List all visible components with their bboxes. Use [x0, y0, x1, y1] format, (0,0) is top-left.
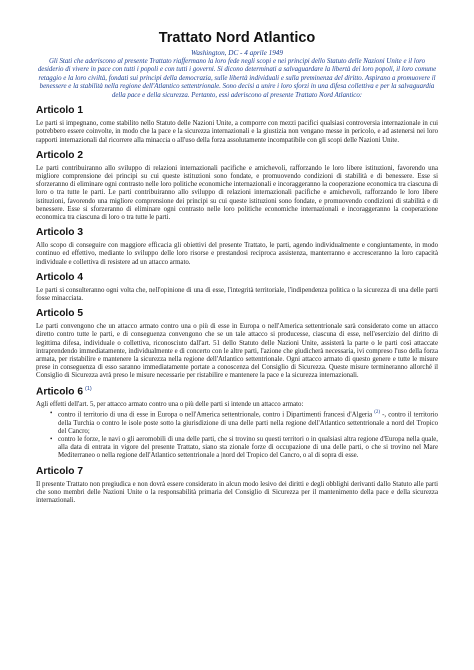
list-item-text: contro il territorio di una di esse in Europa o nell'America settentrionale, contro i Dipartimenti francesi d'Algeria: [58, 411, 375, 419]
article-2: [36, 150, 438, 222]
article-6: [36, 386, 438, 461]
article-5: [36, 308, 438, 380]
article-1: [36, 105, 438, 145]
list-item-text: contro le forze, le navi o gli aeromobili di una delle parti, che si trovino su questi territori o in qualsiasi altra regione d'Europa nella quale, alla data di entrata in vigore del presente Trattato, siano sta zionale forze di occupazione di una delle parti, o che si trovino nel Mare Mediterraneo o nella regione dell'Atlantico settentrionale a |nord del Tropico del Cancro, o al di sopra di esse.: [58, 436, 438, 460]
footnote-link[interactable]: (2): [374, 410, 381, 416]
list-item-text: -, contro il territorio della Turchia o contro le isole poste sotto la giurisdizione di una delle parti nella regione dell'Atlantico settentrionale a nord del Tropico del Cancro;: [58, 411, 438, 435]
article-lead: Agli effetti dell'art. 5, per attacco armato contro una o più delle parti si intende un attacco armato:: [36, 400, 304, 408]
article-text: Il presente Trattato non pregiudica e non dovrà essere considerato in alcun modo lesivo dei diritti e degli obblighi derivanti dallo Statuto alle parti che sono membri delle Nazioni Unite o la responsabilità primaria del Consiglio di Sicurezza per il mantenimento della pace e della sicurezza internazionali.: [36, 480, 438, 505]
list-item: [50, 436, 438, 461]
article-text: Le parti si impegnano, come stabilito nello Statuto delle Nazioni Unite, a comporre con mezzi pacifici qualsiasi controversia internazionale in cui potrebbero essere coinvolte, in modo che la pace e la sicurezza internazionali e la giustizia non vengano messe in pericolo, e ad astenersi nei loro rapporti internazionali dal ricorrere alla minaccia o all'uso della forza assolutamente incompatibile con gli scopi delle Nazioni Unite.: [36, 120, 438, 144]
document-title: Trattato Nord Atlantico: [158, 30, 316, 46]
article-list: [36, 410, 438, 461]
preamble: Gli Stati che aderiscono al presente Trattato riaffermano la loro fede negli scopi e nei principi dello Statuto delle Nazioni Unite e il loro desiderio di vivere in pace con tutti i popoli e con tutti i governi. Si dicono determinati a salvaguardare la libertà dei loro popoli, il loro comune retaggio e la loro civiltà, fondati sui principi della democrazia, sulle libertà individuali e sulla preminenza del diritto. Aspirano a promuovere il benessere e la stabilità nella regione dell'Atlantico settentrionale. Sono decisi a unire i loro sforzi in una difesa collettiva e per la salvaguardia della pace e della sicurezza. Pertanto, essi aderiscono al presente Trattato Nord Atlantico:: [37, 58, 437, 99]
article-text: Le parti si consulteranno ogni volta che, nell'opinione di una di esse, l'integrità territoriale, l'indipendenza politica o la sicurezza di una delle parti fosse minacciata.: [36, 286, 438, 302]
article-4: [36, 272, 438, 303]
article-heading: Articolo 5: [36, 308, 83, 320]
footnote-link[interactable]: (1): [84, 385, 92, 392]
article-heading: [36, 386, 438, 397]
article-heading: Articolo 7: [36, 465, 83, 477]
article-heading: Articolo 3: [36, 227, 83, 239]
article-3: [36, 227, 438, 267]
bullet-icon: •: [50, 436, 53, 444]
article-heading: Articolo 2: [36, 149, 83, 161]
article-heading-text: Articolo 6: [36, 385, 83, 397]
place-date: Washington, DC - 4 aprile 1949: [191, 49, 283, 57]
article-heading: Articolo 4: [36, 271, 83, 283]
article-text: Le parti contribuiranno allo sviluppo di relazioni internazionali pacifiche e amichevoli, rafforzando le loro libere istituzioni, favorendo una migliore comprensione dei principi su cui queste istituzioni sono fondate, e promuovendo condizioni di stabilità e di benessere. Esse si sforzeranno di eliminare ogni contrasto nelle loro politiche economiche internazionali e incoraggeranno la cooperazione economica tra ciascuna di loro o tra tutte le parti. Le parti contribuiranno allo sviluppo di relazioni internazionali pacifiche e amichevoli, rafforzando le loro libere istituzioni, favorendo una migliore comprensione dei principi su cui queste istituzioni sono fondate, e promuovendo condizioni di stabilità e di benessere. Esse si sforzeranno di eliminare ogni contrasto nelle loro politiche economiche internazionali e incoraggeranno la cooperazione economica tra ciascuna di loro o tra tutte le parti.: [36, 164, 438, 221]
list-item: [50, 410, 438, 436]
bullet-icon: •: [50, 410, 53, 418]
article-heading: Articolo 1: [36, 105, 83, 117]
article-text: Le parti convengono che un attacco armato contro una o più di esse in Europa o nell'America settentrionale sarà considerato come un attacco diretto contro tutte le parti, e di conseguenza convengono che se un tale attacco si producesse, ciascuna di esse, nell'esercizio del diritto di legittima difesa, individuale o collettiva, riconosciuto dall'art. 51 dello Statuto delle Nazioni Unite, assisterà la parte o le parti così attaccate intraprendendo immediatamente, individualmente e di concerto con le altre parti, l'azione che giudicherà necessaria, ivi compreso l'uso della forza armata, per ristabilire e mantenere la sicurezza nella regione dell'Atlantico settentrionale. Ogni attacco armato di questo genere e tutte le misure prese in conseguenza di esso saranno immediatamente portate a conoscenza del Consiglio di Sicurezza. Queste misure termineranno allorché il Consiglio di Sicurezza avrà preso le misure necessarie per ristabilire e mantenere la pace e la sicurezza internazionali.: [36, 323, 438, 380]
article-text: Allo scopo di conseguire con maggiore efficacia gli obiettivi del presente Trattato, le parti, agendo individualmente e congiuntamente, in modo continuo ed effettivo, mediante lo sviluppo delle loro risorse e prestandosi reciproca assistenza, manterranno e accresceranno la loro capacità individuale e collettiva di resistere ad un attacco armato.: [36, 242, 438, 266]
article-7: [36, 466, 438, 506]
